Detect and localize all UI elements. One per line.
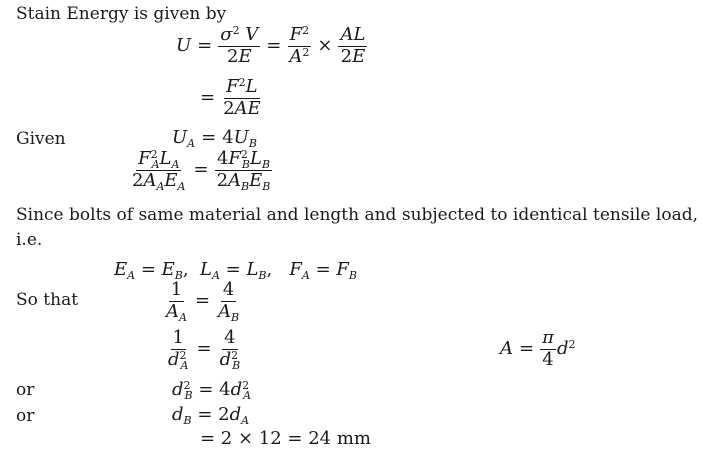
diameter-ratio-equation: $\frac{1}{d^2_A}$ = $\frac{4}{d^2_B}$ [168,327,241,372]
energy-ratio-equation: $\frac{F^2_AL_A}{2A_AE_A}$ = $\frac{4F^2_BL_B}{2A_BE_B}$ [132,147,271,193]
strain-energy-equation: U = $\frac{\sigma^2 V}{2E}$ = $\frac{F^2}{A^2}$ × $\frac{AL}{2E}$ [176,23,366,67]
given-label: Given [16,129,66,149]
or-label-1: or [16,380,35,400]
ie-text: i.e. [16,230,43,250]
since-text: Since bolts of same material and length and subjected to identical tensile load, [16,205,698,225]
area-ratio-equation: $\frac{1}{A_A}$ = $\frac{4}{A_B}$ [166,279,240,324]
final-result: = 2 × 12 = 24 mm [200,428,371,449]
diameter-equation: $d_B = 2d_A$ [172,404,250,427]
intro-text: Stain Energy is given by [16,4,227,24]
strain-energy-simplified: = $\frac{F^2L}{2AE}$ [200,75,261,119]
or-label-2: or [16,406,35,426]
area-formula: A = $\frac{\pi}{4}$ $d^2$ [500,327,576,370]
diameter-squared-equation: $d^2_B = 4d^2_A$ [172,378,252,402]
conditions-equation: $E_A = E_B$, $L_A = L_B$, $F_A = F_B$ [114,259,357,282]
so-that-label: So that [16,290,79,310]
given-equation: $U_A$ = $4U_B$ [172,127,257,150]
